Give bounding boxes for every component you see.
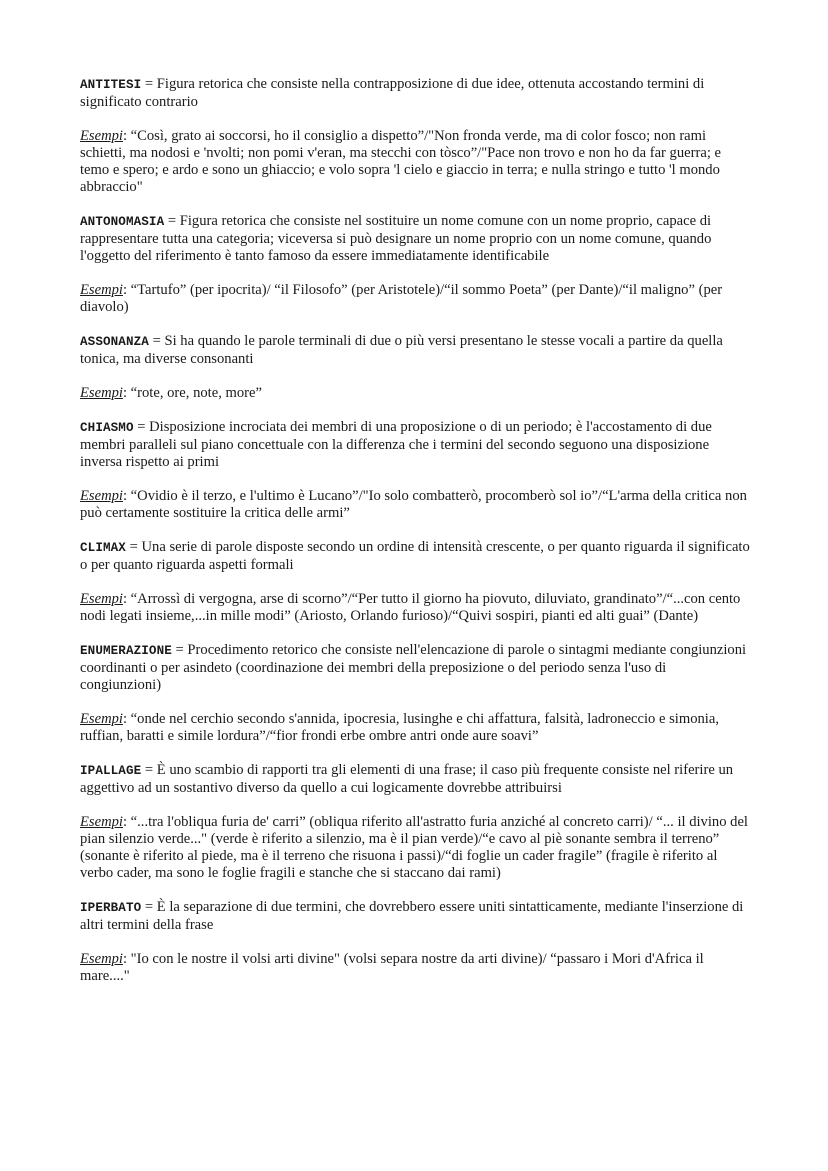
examples-chiasmo <box>80 488 750 522</box>
term-antitesi: ANTITESI <box>80 78 142 92</box>
definition-text: = Figura retorica che consiste nella contrapposizione di due idee, ottenuta accostando termini di significato contrario <box>80 76 705 110</box>
definition-text: = Figura retorica che consiste nel sostituire un nome comune con un nome proprio, capace di rappresentare tutta una categoria; viceversa si può designare un nome proprio con un nome comune, quando l'oggetto del riferimento è tanto famoso da essere immediatamente identificabile <box>80 213 712 264</box>
term-assonanza: ASSONANZA <box>80 335 149 349</box>
examples-antitesi <box>80 128 750 196</box>
term-chiasmo: CHIASMO <box>80 421 134 435</box>
examples-label: Esempi <box>80 814 123 830</box>
term-ipallage: IPALLAGE <box>80 764 142 778</box>
examples-label: Esempi <box>80 488 123 504</box>
examples-climax <box>80 591 750 625</box>
definition-enumerazione <box>80 642 750 694</box>
examples-enumerazione <box>80 711 750 745</box>
examples-text: : “rote, ore, note, more” <box>122 385 262 401</box>
examples-label: Esempi <box>80 951 123 967</box>
examples-label: Esempi <box>80 282 123 298</box>
examples-text: : “Così, grato ai soccorsi, ho il consiglio a dispetto”/"Non fronda verde, ma di color fosco; non rami schietti, ma nodosi e 'nvolti; non pomi v'eran, ma stecchi con tòsco”/"Pace non trovo e non ho da far guerra; e temo e spero; e ardo e sono un ghiaccio; e volo sopra 'l cielo e giaccio in terra; e nulla stringo e tutto 'l mondo abbraccio" <box>80 128 721 195</box>
definition-antitesi <box>80 76 750 111</box>
examples-antonomasia <box>80 282 750 316</box>
examples-text: : "Io con le nostre il volsi arti divine" (volsi separa nostre da arti divine)/ “passaro i Mori d'Africa il mare...." <box>80 951 704 984</box>
definition-text: = Disposizione incrociata dei membri di una proposizione o di un periodo; è l'accostamento di due membri paralleli sul piano concettuale con la differenza che i termini del secondo seguono una disposizione inversa rispetto ai primi <box>80 419 712 470</box>
document-page <box>80 76 750 1002</box>
definition-text: = Una serie di parole disposte secondo un ordine di intensità crescente, o per quanto riguarda il significato o per quanto riguarda aspetti formali <box>80 539 750 573</box>
definition-iperbato <box>80 899 750 934</box>
examples-label: Esempi <box>80 711 123 727</box>
term-enumerazione: ENUMERAZIONE <box>80 644 172 658</box>
definition-ipallage <box>80 762 750 797</box>
definition-text: = È la separazione di due termini, che dovrebbero essere uniti sintatticamente, mediante l'inserzione di altri termini della frase <box>80 899 744 933</box>
examples-text: : “Ovidio è il terzo, e l'ultimo è Lucano”/"Io solo combatterò, procomberò sol io”/“L'arma della critica non può certamente sostituire la critica delle armi” <box>80 488 747 521</box>
examples-iperbato <box>80 951 750 985</box>
definition-chiasmo <box>80 419 750 471</box>
definition-text: = Procedimento retorico che consiste nell'elencazione di parole o sintagmi mediante congiunzioni coordinanti o per asindeto (coordinazione dei membri della preposizione o del periodo senza l'uso di congiunzioni) <box>80 642 747 693</box>
term-antonomasia: ANTONOMASIA <box>80 215 165 229</box>
examples-label: Esempi <box>80 385 123 401</box>
term-iperbato: IPERBATO <box>80 901 142 915</box>
definition-text: = È uno scambio di rapporti tra gli elementi di una frase; il caso più frequente consiste nel riferire un aggettivo ad un sostantivo diverso da quello a cui logicamente dovrebbe attribuirsi <box>80 762 734 796</box>
examples-label: Esempi <box>80 128 123 144</box>
term-climax: CLIMAX <box>80 541 126 555</box>
examples-text: : “onde nel cerchio secondo s'annida, ipocresia, lusinghe e chi affattura, falsità, ladroneccio e simonia, ruffian, baratti e simile lordura”/“fior frondi erbe ombre antri onde aure soavi” <box>80 711 719 744</box>
definition-antonomasia <box>80 213 750 265</box>
definition-climax <box>80 539 750 574</box>
examples-text: : “Arrossì di vergogna, arse di scorno”/“Per tutto il giorno ha piovuto, diluviato, grandinato”/“...con cento nodi legati insieme,...in mille modi” (Ariosto, Orlando furioso)/“Quivi sospiri, pianti ed alti guai” (Dante) <box>80 591 741 624</box>
examples-text: : “...tra l'obliqua furia de' carri” (obliqua riferito all'astratto furia anziché al concreto carri)/ “... il divino del pian silenzio verde..." (verde è riferito a silenzio, ma è il pian verde)/“e cavo al piè sonante sembra il terreno” (sonante è riferito al piede, ma è il terreno che risuona i passi)/“di foglie un cader fragile” (fragile è riferito al verbo cader, ma sono le foglie fragili e stanche che si staccano dai rami) <box>80 814 748 881</box>
definition-text: = Si ha quando le parole terminali di due o più versi presentano le stesse vocali a partire da quella tonica, ma diverse consonanti <box>80 333 723 367</box>
definition-assonanza <box>80 333 750 368</box>
examples-ipallage <box>80 814 750 882</box>
examples-text: : “Tartufo” (per ipocrita)/ “il Filosofo” (per Aristotele)/“il sommo Poeta” (per Dante)/“il maligno” (per diavolo) <box>80 282 723 315</box>
examples-label: Esempi <box>80 591 123 607</box>
examples-assonanza <box>80 385 750 402</box>
